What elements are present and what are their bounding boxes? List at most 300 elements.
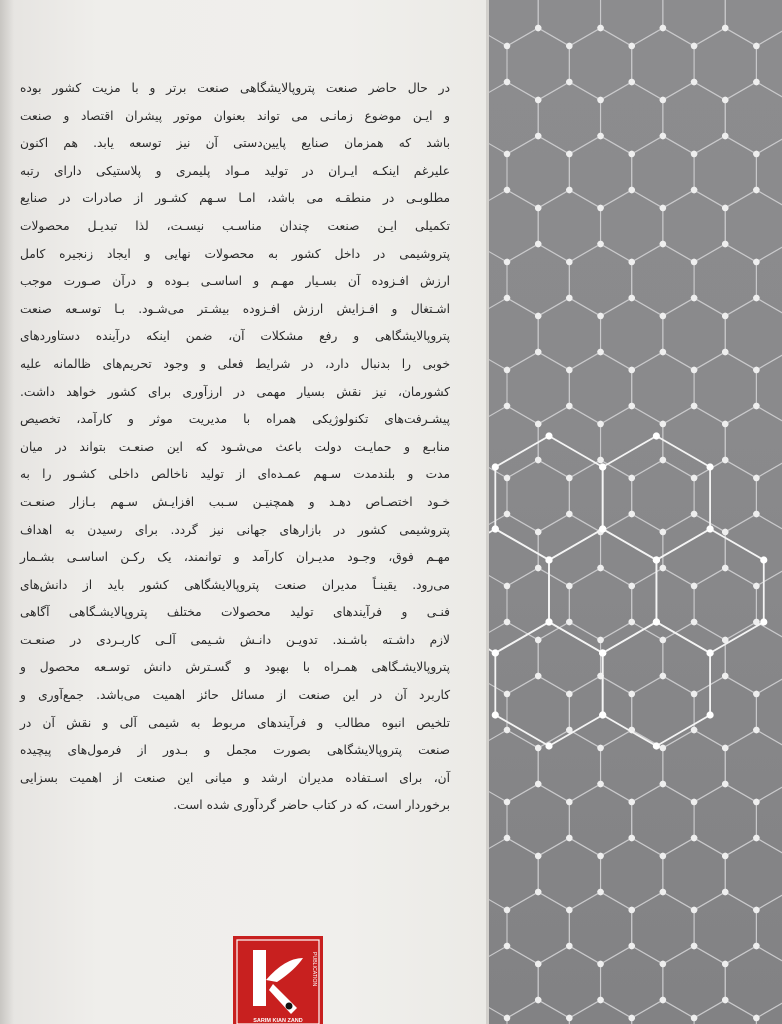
hexagon-node (660, 349, 666, 355)
paragraph-line: مهـم فوق، وجـود مدیـران کارآمد و توانمند، یک رکـن اساسـی بشـمار (20, 550, 450, 565)
hexagon-cell (663, 190, 725, 262)
hexagon-node (535, 421, 541, 427)
hexagon-cell (507, 892, 569, 964)
hexagon-node (691, 727, 697, 733)
hexagon-node (535, 961, 541, 967)
large-hexagon-node (653, 618, 660, 625)
hexagon-node (504, 367, 510, 373)
hexagon-node (722, 241, 728, 247)
hexagon-node (629, 511, 635, 517)
hexagon-node (722, 133, 728, 139)
hexagon-node (566, 835, 572, 841)
hexagon-node (753, 691, 759, 697)
hexagon-node (660, 961, 666, 967)
hexagon-cell (725, 622, 782, 694)
hexagon-node (504, 691, 510, 697)
hexagon-cell (601, 730, 663, 802)
hexagon-node (722, 889, 728, 895)
paragraph-line: پتروپالایشـگاهی همـراه با بهبود و گسـترش دانش توسـعه محصول و (20, 660, 450, 675)
paragraph-line: پتروپالایشگاهی و رفع مشکلات آن، ضمن اینکه درآینده دستاوردهای (20, 329, 450, 344)
hexagon-cell (507, 784, 569, 856)
hexagon-cell (489, 838, 538, 910)
hexagon-node (566, 187, 572, 193)
hexagon-node (660, 781, 666, 787)
hexagon-cell (538, 946, 600, 1018)
hexagon-node (629, 691, 635, 697)
hexagon-cell (601, 946, 663, 1018)
hexagon-cell (489, 298, 538, 370)
hexagon-node (722, 997, 728, 1003)
hexagon-node (504, 907, 510, 913)
large-hexagon-node (706, 649, 713, 656)
large-hexagon-node (653, 432, 660, 439)
hexagon-node (504, 43, 510, 49)
hexagon-node (535, 241, 541, 247)
hexagon-node (753, 79, 759, 85)
hexagon-node (691, 367, 697, 373)
hexagon-cell (663, 838, 725, 910)
hexagon-cell (538, 514, 600, 586)
hexagon-node (504, 403, 510, 409)
hexagon-node (566, 943, 572, 949)
hexagon-node (691, 835, 697, 841)
hexagon-node (597, 133, 603, 139)
hexagon-node (691, 583, 697, 589)
hexagon-cell (632, 352, 694, 424)
hexagon-cell (725, 298, 782, 370)
hexagon-node (535, 97, 541, 103)
logo-bottom-text: SARIM KIAN ZAND (253, 1018, 303, 1024)
hexagon-cell (507, 28, 569, 100)
hexagon-node (660, 205, 666, 211)
hexagon-cell (632, 1000, 694, 1024)
large-hexagon-cell (549, 529, 656, 653)
hexagon-cell (632, 28, 694, 100)
hexagon-node (535, 529, 541, 535)
large-hexagon-node (545, 432, 552, 439)
hexagon-node (597, 853, 603, 859)
paragraph-line: صنعت پتروپالایشگاهی بصورت مجمل و بـدور از فرمول‌های پیچیده (20, 743, 450, 758)
hexagon-node (535, 349, 541, 355)
hexagon-node (660, 637, 666, 643)
large-hexagon-node (492, 463, 499, 470)
hexagon-cell (538, 730, 600, 802)
hexagon-node (722, 673, 728, 679)
hexagon-node (691, 259, 697, 265)
hexagon-cell (725, 190, 782, 262)
large-hex-cluster (489, 432, 767, 749)
hexagon-cell (507, 676, 569, 748)
hexagon-node (753, 583, 759, 589)
hexagon-cell (632, 784, 694, 856)
hexagon-cell (507, 136, 569, 208)
hexagon-node (535, 565, 541, 571)
hexagon-node (535, 313, 541, 319)
hexagon-node (566, 151, 572, 157)
hexagon-node (597, 997, 603, 1003)
paragraph-line: کاربرد آن در این صنعت از مسائل حائز اهمیت می‌باشد. جمع‌آوری و (20, 688, 450, 703)
hexagon-cell (663, 298, 725, 370)
hexagon-cell (756, 1000, 782, 1024)
hexagon-node (753, 403, 759, 409)
hexagon-cell (632, 460, 694, 532)
large-hexagon-cell (489, 529, 549, 653)
hexagon-node (753, 727, 759, 733)
hexagon-node (597, 205, 603, 211)
hexagon-node (722, 781, 728, 787)
hexagon-node (504, 619, 510, 625)
paragraph-line: تلخیص انبوه مطالب و فرآیندهای مربوط به شیمی آلی و نقش آن در (20, 715, 450, 730)
hexagon-node (629, 583, 635, 589)
hexagon-cell (569, 676, 631, 748)
hexagon-cell (725, 946, 782, 1018)
hexagon-node (691, 1015, 697, 1021)
hexagon-node (504, 799, 510, 805)
hexagon-node (535, 781, 541, 787)
hexagon-node (660, 457, 666, 463)
hexagon-cell (694, 892, 756, 964)
large-hexagon-node (545, 618, 552, 625)
hexagon-node (535, 889, 541, 895)
hexagon-cell (538, 838, 600, 910)
hexagon-node (566, 583, 572, 589)
hexagon-node (722, 205, 728, 211)
large-hexagon-node (492, 525, 499, 532)
hexagon-node (691, 295, 697, 301)
hexagon-node (753, 907, 759, 913)
hexagon-node (722, 961, 728, 967)
hexagon-cell (569, 136, 631, 208)
paragraph-line: مطلوبـی در منطقـه می باشد، امـا سـهم کشـور از صادرات در صنایع (20, 191, 450, 206)
hexagon-node (535, 637, 541, 643)
paragraph-line: تکمیلی ایـن صنعت چندان مناسـب نیسـت، لذا تبدیـل محصولات (20, 218, 450, 233)
hexagon-node (691, 799, 697, 805)
hexagon-node (660, 421, 666, 427)
hexagon-node (660, 133, 666, 139)
hexagon-cell (663, 622, 725, 694)
hexagon-node (597, 25, 603, 31)
hexagon-node (597, 457, 603, 463)
hexagon-cell (489, 190, 538, 262)
hexagon-cell (663, 82, 725, 154)
paragraph-line: علیرغم اینکـه ایـران در تولید مـواد پلیمری و پلاستیکی دارای رتبه (20, 163, 450, 178)
hexagon-node (629, 835, 635, 841)
hexagon-node (691, 43, 697, 49)
hexagon-node (629, 943, 635, 949)
hexagon-cell (725, 82, 782, 154)
hexagon-cell (694, 460, 756, 532)
hexagon-cell (538, 190, 600, 262)
hexagon-node (566, 799, 572, 805)
hexagon-node (566, 691, 572, 697)
hexagon-cell (632, 892, 694, 964)
hexagon-cell (725, 514, 782, 586)
hexagon-cell (569, 352, 631, 424)
hexagon-cell (663, 730, 725, 802)
large-hexagon-node (492, 649, 499, 656)
hexagon-node (504, 1015, 510, 1021)
hexagon-node (597, 421, 603, 427)
large-hexagon-node (706, 525, 713, 532)
hexagon-node (504, 943, 510, 949)
paragraph-line: پتروشیمی کشور در بازارهای جهانی نیز گردد. برای رسیدن به اهداف (20, 522, 450, 537)
hexagon-node (597, 565, 603, 571)
hexagon-node (566, 511, 572, 517)
hexagon-cell (601, 0, 663, 46)
hexagon-node (597, 889, 603, 895)
hexagon-pattern-panel (489, 0, 782, 1024)
hexagon-node (535, 997, 541, 1003)
paragraph-line: پتروشیمی در داخل کشور به محصولات نهایی و ایجاد زنجیره کامل (20, 246, 450, 261)
hexagon-node (597, 313, 603, 319)
hexagon-node (660, 313, 666, 319)
large-hexagon-node (653, 556, 660, 563)
hexagon-node (566, 79, 572, 85)
hexagon-node (722, 745, 728, 751)
hexagon-node (691, 151, 697, 157)
hexagon-cell (601, 838, 663, 910)
hexagon-cell (601, 406, 663, 478)
paragraph-line: خوبی را بدنبال دارد، در شرایط فعلی و وجود تحریم‌های ظالمانه علیه (20, 356, 450, 371)
hexagon-node (753, 151, 759, 157)
hexagon-cell (694, 136, 756, 208)
large-hexagon-node (599, 525, 606, 532)
hexagon-node (535, 133, 541, 139)
paragraph-line: خـود اختصـاص دهـد و همچنیـن سـبب افزایـش سـهم بـازار صنعـت (20, 494, 450, 509)
large-hexagon-node (706, 711, 713, 718)
hexagon-node (629, 259, 635, 265)
paragraph-line: مدت و بلندمدت سـهم عمـده‌ای از تولید ناخالص داخلی کشـور را به (20, 467, 450, 482)
hexagon-node (660, 997, 666, 1003)
hexagon-node (722, 313, 728, 319)
hexagon-node (566, 619, 572, 625)
paragraph-line: آن، برای اسـتفاده مدیران ارشد و میانی این صنعت از اهمیت بسزایی (20, 770, 450, 785)
hexagon-cell (569, 244, 631, 316)
hexagon-cell (694, 352, 756, 424)
molecular-hexagon-pattern (489, 0, 782, 1024)
spine-shadow (0, 0, 14, 1024)
hexagon-cell (694, 568, 756, 640)
hexagon-node (629, 475, 635, 481)
hexagon-cell (725, 838, 782, 910)
hexagon-cell (601, 514, 663, 586)
hexagon-cell (632, 568, 694, 640)
hexagon-cell (489, 0, 538, 46)
hexagon-node (691, 943, 697, 949)
paragraph-line: اشـتغال و افـزایش ارزش افـزوده بیشـتر می‌شـود. بـا توسـعه صنعت (20, 301, 450, 316)
hexagon-cell (601, 622, 663, 694)
hexagon-node (629, 79, 635, 85)
hexagon-node (660, 529, 666, 535)
hexagon-cell (601, 298, 663, 370)
large-hexagon-node (760, 556, 767, 563)
hexagon-node (597, 961, 603, 967)
hexagon-node (504, 583, 510, 589)
hexagon-node (660, 25, 666, 31)
hexagon-node (597, 637, 603, 643)
paragraph-line: برخوردار است، که در کتاب حاضر گردآوری شده است. (173, 798, 450, 813)
hexagon-node (629, 151, 635, 157)
logo-k-stem (253, 950, 266, 1006)
hexagon-node (535, 745, 541, 751)
hexagon-cell (538, 298, 600, 370)
hexagon-node (535, 205, 541, 211)
hexagon-cell (569, 460, 631, 532)
hexagon-cell (725, 0, 782, 46)
hexagon-cell (489, 730, 538, 802)
hexagon-cell (569, 784, 631, 856)
hexagon-node (535, 25, 541, 31)
paragraph-line: پیشـرفت‌های تکنولوژیکی همراه با مدیریت موثر و کارآمد، تخصیص (20, 412, 450, 427)
hexagon-cell (601, 190, 663, 262)
hexagon-node (629, 295, 635, 301)
hexagon-node (753, 295, 759, 301)
hexagon-node (660, 745, 666, 751)
kian-publisher-logo (233, 936, 323, 1024)
hexagon-cell (507, 244, 569, 316)
hexagon-node (629, 43, 635, 49)
hexagon-node (691, 907, 697, 913)
hexagon-node (504, 187, 510, 193)
hexagon-node (566, 907, 572, 913)
hexagon-cell (569, 1000, 631, 1024)
paragraph-line: ارزش افـزوده آن بسـیار مهـم و اساسـی بـوده و درآن صـورت موجب (20, 274, 450, 289)
hexagon-node (691, 691, 697, 697)
hexagon-node (660, 853, 666, 859)
hexagon-cell (538, 82, 600, 154)
hexagon-cell (632, 136, 694, 208)
large-hexagon-node (706, 463, 713, 470)
hexagon-node (753, 43, 759, 49)
hexagon-node (597, 97, 603, 103)
hexagon-node (566, 43, 572, 49)
large-hexagon-node (760, 618, 767, 625)
hexagon-node (722, 349, 728, 355)
hexagon-node (597, 349, 603, 355)
cover-paragraph (20, 75, 450, 820)
hexagon-node (691, 187, 697, 193)
hexagon-node (660, 889, 666, 895)
large-hexagon-node (599, 649, 606, 656)
hexagon-node (629, 619, 635, 625)
hexagon-cell (489, 946, 538, 1018)
hexagon-node (597, 241, 603, 247)
hexagon-node (535, 673, 541, 679)
hexagon-cell (663, 946, 725, 1018)
hexagon-node (504, 295, 510, 301)
hexagon-cell (489, 82, 538, 154)
hexagon-node (753, 511, 759, 517)
hexagon-node (629, 1015, 635, 1021)
logo-pen-dot (286, 1003, 293, 1010)
hexagon-cell (663, 0, 725, 46)
small-hex-lattice (489, 0, 782, 1024)
hexagon-node (566, 403, 572, 409)
hexagon-cell (569, 892, 631, 964)
hexagon-node (629, 799, 635, 805)
hexagon-cell (694, 244, 756, 316)
hexagon-node (566, 1015, 572, 1021)
paragraph-line: منابـع و حمایـت دولت باعث می‌شـود که این صنعـت بتواند در میان (20, 439, 450, 454)
hexagon-node (753, 259, 759, 265)
hexagon-cell (538, 406, 600, 478)
hexagon-cell (694, 676, 756, 748)
hexagon-node (660, 97, 666, 103)
hexagon-node (722, 421, 728, 427)
large-hexagon-cell (495, 436, 602, 560)
large-hexagon-node (545, 742, 552, 749)
large-hexagon-node (653, 742, 660, 749)
hexagon-node (753, 367, 759, 373)
hexagon-node (504, 511, 510, 517)
hexagon-node (504, 835, 510, 841)
hexagon-cell (507, 352, 569, 424)
hexagon-node (660, 565, 666, 571)
paragraph-line: می‌رود. یقینـاً مدیران صنعت پتروپالایشگاهی کشور باید از دانش‌های (20, 577, 450, 592)
hexagon-node (566, 295, 572, 301)
hexagon-node (535, 853, 541, 859)
hexagon-node (753, 943, 759, 949)
hexagon-node (629, 187, 635, 193)
hexagon-cell (632, 244, 694, 316)
hexagon-node (504, 151, 510, 157)
hexagon-node (722, 529, 728, 535)
hexagon-cell (569, 568, 631, 640)
hexagon-node (691, 403, 697, 409)
hexagon-node (504, 259, 510, 265)
hexagon-cell (663, 406, 725, 478)
hexagon-cell (694, 784, 756, 856)
hexagon-cell (507, 1000, 569, 1024)
large-hexagon-node (492, 711, 499, 718)
paragraph-line: لازم داشـته باشـند. تدویـن دانـش شـیمی آلـی کاربـردی در صنعـت (20, 632, 450, 647)
hexagon-node (722, 97, 728, 103)
large-hexagon-node (599, 711, 606, 718)
hexagon-cell (725, 730, 782, 802)
hexagon-node (660, 241, 666, 247)
hexagon-node (753, 799, 759, 805)
paragraph-line: و ایـن موضوع زمانـی می تواند بعنوان موتور پیشران اقتصاد و صنعت (20, 108, 450, 123)
hexagon-node (566, 475, 572, 481)
paragraph-line: کشورمان، نیز نقش بسیار مهمی در ارزآوری برای کشور خواهد داشت. (20, 384, 450, 399)
hexagon-node (722, 25, 728, 31)
hexagon-node (753, 475, 759, 481)
large-hexagon-node (599, 463, 606, 470)
hexagon-node (566, 367, 572, 373)
hexagon-node (722, 853, 728, 859)
hexagon-node (597, 745, 603, 751)
hexagon-node (504, 475, 510, 481)
hexagon-node (504, 79, 510, 85)
hexagon-cell (538, 0, 600, 46)
hexagon-node (691, 619, 697, 625)
hexagon-node (597, 781, 603, 787)
hexagon-node (504, 727, 510, 733)
hexagon-cell (569, 28, 631, 100)
hexagon-node (753, 835, 759, 841)
hexagon-node (629, 367, 635, 373)
hexagon-node (660, 673, 666, 679)
hexagon-node (722, 457, 728, 463)
hexagon-node (722, 565, 728, 571)
hexagon-node (629, 907, 635, 913)
hexagon-node (753, 187, 759, 193)
paragraph-line: باشد که همزمان صنایع پایین‌دستی آن نیز توسعه یابد. هم اکنون (20, 136, 450, 151)
hexagon-node (629, 403, 635, 409)
large-hexagon-node (545, 556, 552, 563)
paragraph-line: در حال حاضر صنعت پتروپالایشگاهی صنعت برتر و با مزیت کشور بوده (20, 81, 450, 95)
hexagon-cell (725, 406, 782, 478)
